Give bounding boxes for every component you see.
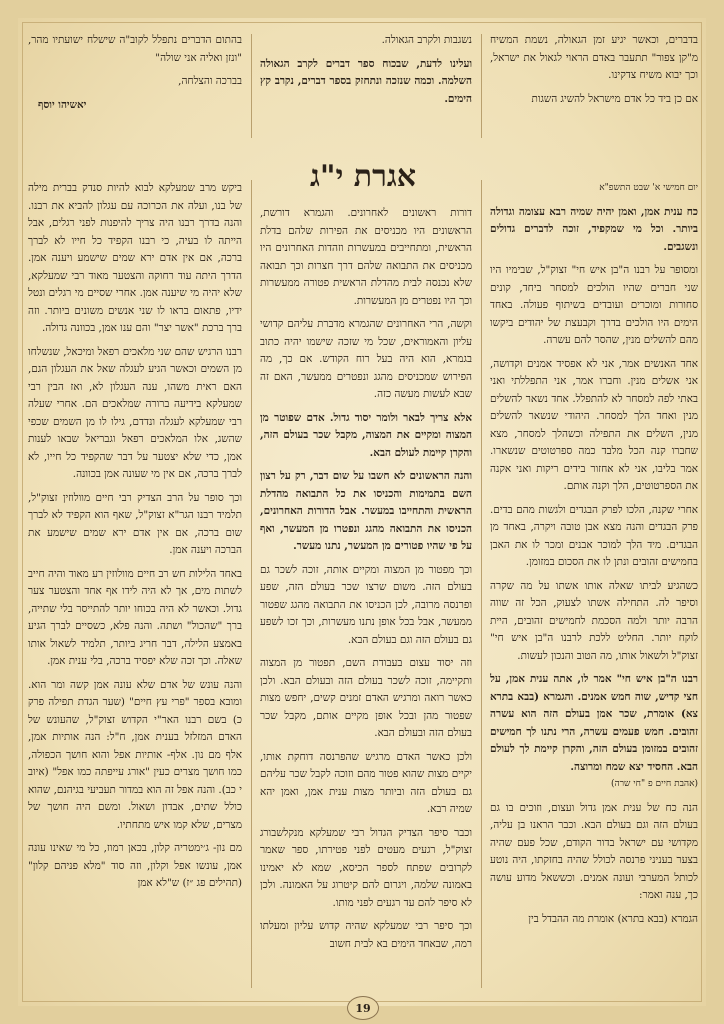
main-divider-left <box>251 180 252 988</box>
middle-column <box>260 205 472 990</box>
top-right-column <box>490 32 698 142</box>
left-paragraph-6: מם נון- ג׳ימטריה קלון, בכאן רמוז, כל מי שאינו עונה אמן, עונשו אפל וקלון, וזה סוד "מלא פניהם קלון" (תהילים פג ״ז) ש"לא אמן <box>28 842 242 889</box>
right-paragraph-1: כח ענית אמן, ואמן יהיה שמיה רבא עצומה וגדולה ביותר. וכל מי שמקפיד, זוכה לדברים גדולים ונשגבים. <box>490 205 698 253</box>
middle-paragraph-3: אלא צריך לבאר ולומר יסוד גדול. אדם שפוטר מן המצוה ומקיים את המצוה, מקבל שכר בעולם הזה, והקרן קיימת לעולם הבא. <box>260 411 472 459</box>
right-column <box>490 180 698 990</box>
right-paragraph-7: הנה כח של ענית אמן גדול ועצום, וזוכים בו גם בעולם הזה וגם בעולם הבא. וכבר הראנו בן עליה, מקדושי עם ישראל בדור הקודם, שכל פעם שהיה בצער בעניני פרנסה לכולל שהיה בחזקתו, היה נוטע לכותל המערבי ועונה אמנים. וכששאל מדוע עושה כך, ענה ואמר: <box>490 801 698 901</box>
right-source-citation: (אהבת חיים פ "חי שרה) <box>610 779 698 789</box>
left-paragraph-2: רבנו הרגיש שהם שני מלאכים רפאל ומיכאל, שנשלחו מן השמים וכאשר הגיע לעגלה שאל את העגלון הגם, האם ראית משהו, ענה העגלון לא, ואז הבין רבי שמעלקא בידיעה ברורה שמלאכים הם. אחרי שעלה רבי שמעלקא לעגלה ונדדם, גילו לו מן השמים שכפי שהשג, אלו המלאכים רפאל וגבריאל שבאו לענות אמן, כדי שלא יצטער על דבר שהקפיד כל חייו, לא לברך ברכה, אם אין מי שעונה אמן בכוונה. <box>28 345 242 480</box>
top-middle-paragraph-2: ועלינו לדעת, שבכוח ספר דברים לקרב הגאולה השלמה. וכמה שנזכה ונתחזק בספר דברים, נקרב קץ הימים. <box>260 57 472 105</box>
right-paragraph-6: רבנו ה"בן איש חי" אמר לו, אתה ענית אמן, על חצי קדיש, שוה חמש אמנים. והגמרא (בבא בתרא צא) אומרת, שכר אמן בעולם הזה הוא עשרה זהובים. חמש פעמים עשרה, הרי נתנו לך חמישים זהובים במזומן בעולם הזה, והקרן קיימת לך לעולם הבא. החסיד יצא שמח ומרוצה. <box>490 673 698 773</box>
letter-title: אגרת י"ג <box>309 158 417 194</box>
right-paragraph-2: ומסופר על רבנו ה"בן איש חי" זצוק"ל, שבימיו היו שני חברים שהיו הולכים למסחר ביחד, קונים סחורות ומוכרים ועובדים בשיתוף פעולה. באחד הימים היו הולכים בדרך וקבעצת של יהודים ביקשו מהם להשלים מנין, שהסר להם עשרה. <box>490 264 698 346</box>
middle-paragraph-2: וקשה, הרי האחרונים שהגמרא מדברת עליהם קדושי עליון והאמוראים, שכל מי שזכה שישמו יהיה כתוב בגמרא, הוא היה בעל רוח הקודש. אם כך, מה הפירוש שמכניסים מהגג ונפטרים ממעשר, האם זה שבא לעשות מעשה כזה. <box>260 318 472 400</box>
top-right-paragraph-2: אם כן ביד כל אדם מישראל להשיג השגות <box>531 92 698 105</box>
top-left-paragraph-1: בהתום הדברים נתפלל לקוב"ה שישלח ישועתיו מהר, "ונזן ואליה אני שולה" <box>28 34 242 64</box>
left-paragraph-3: וכך סופר על הרב הצדיק רבי חיים מוולוזין זצוק"ל, תלמיד רבנו הגר"א זצוק"ל, שאף הוא הקפיד לא לברך שום ברכה, אם אין אדם ירא שמים שישמע את הברכה ויענה אמן. <box>28 491 242 556</box>
page-number: 19 <box>347 996 379 1020</box>
right-paragraph-3: אחד האנשים אמר, אני לא אפסיד אמנים וקדושה, אני אשלים מנין. וחברו אמר, אני התפללתי ואני באתי לפה למסחר לא להתפלל. אחד נשאר להשלים מנין ואחד הלך למסחר. היהודי שנשאר להשלים מנין, השלים את התפילה וכשהלך למסחר, מצא שחברו קנה הכל מלבד כמה ספרטוטים שנשארו. אמר בליבו, אני לא אחזור בידים ריקות ואני אקנה את הספרטוטים, הלך וקנה אותם. <box>490 357 698 492</box>
right-paragraph-4: אחרי שקנה, הלכו לפרק הבגדים ולגשות מהם בדים. פרק הבגדים והנה מצא אבן טובה ויקרה, באחד מן הבגדים. מיד הלך למוכר אבנים ומכר לו את האבן בחמישים זהובים ונתן לו את הסכום במזומן. <box>490 503 698 568</box>
top-left-column <box>28 32 242 142</box>
left-column <box>28 180 242 990</box>
top-right-paragraph-1: בדברים, וכאשר יגיע זמן הגאולה, נשמת המשיח מ"קן צפור" תתעבר באדם הראוי לגאול את ישראל, וכך יבוא משיח צדקינו. <box>490 34 698 81</box>
date-line: יום חמישי א' שבט התשפ"א <box>599 183 698 193</box>
middle-paragraph-9: וכך סיפר רבי שמעלקא שהיה קדוש עליון ומעלתו רמה, שבאחד הימים בא לבית חשוב <box>260 920 472 950</box>
middle-paragraph-1: דורות ראשונים לאחרונים. והגמרא דורשת, הראשונים היו מכניסים את הפירות שלהם בדלת הראשית, ומתחייבים במעשרות וזהדות האחרונים היו מכניסים את התבואה שלהם דרך חצרות וכך תבואה שלא נכנסה לבית מהדלת הראשית פטורה ממעשרות וכך היו נפטרים מן המעשרות. <box>260 207 472 307</box>
right-paragraph-5: כשהגיע לביתו שאלה אותו אשתו על מה שקרה וסיפר לה. התחילה אשתו לצעוק, הכל זה שווה הרבה יותר ולמה הסכמת לחמישים זהובים, היית לוקח יותר. החליט ללכת לרבנו ה"בן איש חי" זצוק"ל ולשאול אותו, מה הטוב והנכון לעשות. <box>490 579 698 662</box>
letter-title-box <box>232 152 494 200</box>
left-paragraph-1: ביקש מרב שמעלקא לבוא להיות סנדק בברית מילה של בנו, ועלה את הכרוכה עם עגלון להביא את רבנו. והנה בדרך רבנו היה צריך להיפנות לפני רגלים, אבל הייתה לו בעיה, כי רבנו הקפיד כל חייו לא לברך ברכה, אם אין אדם ירא שמים שישמע ויענה אמן. הדרך היתה עוד רחוקה והצטער מאוד רבי שמעלקא, שלא יהיה מי שיענה אמן. אחרי שסיים מי רגלים ונטל ידיו, פתאום בראו לו שני אנשים משונים ביותר. וזה ברך ברכת "אשר יצר" והם ענו אמן, בכוונה גדולה. <box>28 182 242 334</box>
middle-paragraph-5: וכך מפטור מן המצוה ומקיים אותה, זוכה לשכר גם בעולם הזה. משום שרצו שכר בעולם הזה, שפע ופרנסה מרובה, לכן הכניסו את התבואה מהגג שפטור ממעשר, אבל בכל אופן נתנו מעשרות, וכך זכו לשפע גם בעולם הזה וגם בעולם הבא. <box>260 563 472 646</box>
top-divider-right <box>481 34 482 138</box>
blessing-line: בברכה והצלחה, <box>178 75 242 87</box>
top-divider-left <box>251 34 252 138</box>
main-divider-right <box>481 180 482 988</box>
middle-paragraph-7: ולכן כאשר האדם מרגיש שהפרנסה דוחקת אותו, יקיים מצות שהוא פטור מהם וזוכה לקבל שכר עליהם גם בעולם הזה וביותר מצות ענית אמן, ואמן יהא שמיה רבא. <box>260 750 472 815</box>
left-paragraph-4: באחד הלילות חש רב חיים מוולוזין רע מאוד והיה חייב לשתות מים, אך לא היה לידו אף אחד והצטער צער גדול. וכאשר לא היה בכוחו יותר להתייסר בלי שתייה, ברך "שהכול" ושתה. והנה פלא, כשסיים לברך הגיע באמצע הלילה, דבר חריג ביותר, תלמיד לשאול אותו שאלה. וכך זכה שלא יפסיד ברכה, בלי ענית אמן. <box>28 567 242 667</box>
left-paragraph-5: והנה עונש של אדם שלא עונה אמן קשה ומר הוא. ומובא בספר "פרי עץ חיים" (שער הגדת תפילה פרק כ) בשם רבנו האר"י הקדוש זצוק"ל, שהעונש של האדם המזלזל בענית אמן, ח"ל: הנה אותיות אמן, אלף מם נון. אלף- אותיות אפל והוא חושך הכפולה, כמו חושך מצרים כעין "אורג עייפתה כמו אפל" (איוב י כב). והנה אפל זה הוא במדור תעביעי בגיהנם, שהוא כולל שתים, אבדון ושאול. ומשם היה חושך של מצרים, שלא קמו איש מתחתיו. <box>28 678 242 831</box>
middle-paragraph-8: וכבר סיפר הצדיק הגדול רבי שמעלקא מנקלשבורג זצוק"ל, רגעים מעטים לפני פטירתו, ספר שאמר לקרובים שפתח לספר הכיסא, שמא לא יאמינו באמונה שלמה, ויגרום להם קיטרוג על האמונה. ולכן לא סיפר להם עד רגעים לפני מותו. <box>260 826 472 909</box>
top-middle-column <box>260 32 472 142</box>
middle-paragraph-4: והנה הראשונים לא חשבו על שום דבר, רק על רצון השם בתמימות והכניסו את כל התבואה מהדלת הראשית והתחייבו במעשר. אבל הדורות האחרונים, הכניסו את התבואה מהגג ונפטרו מן המעשר, ואף על פי שהיו פטורים מן המעשר, נתנו מעשר. <box>260 470 472 552</box>
top-middle-paragraph-1: נשגבות ולקרב הגאולה. <box>381 34 472 46</box>
signature: יאשיהו יוסף <box>38 98 87 111</box>
right-paragraph-8: הגמרא (בבא בתרא) אומרת מה ההבדל בין <box>528 912 698 925</box>
middle-paragraph-6: וזה יסוד עצום בעבודת השם, תפטור מן המצוה ותקיימה, זוכה לשכר בעולם הזה ובעולם הבא. ולכן כאשר רואה ומרגיש האדם זמנים קשים, יחפש מצות שפטור מהן ובכל אופן מקיים אותם, מקבל שכר בעולם הזה ובעולם הבא. <box>260 657 472 739</box>
